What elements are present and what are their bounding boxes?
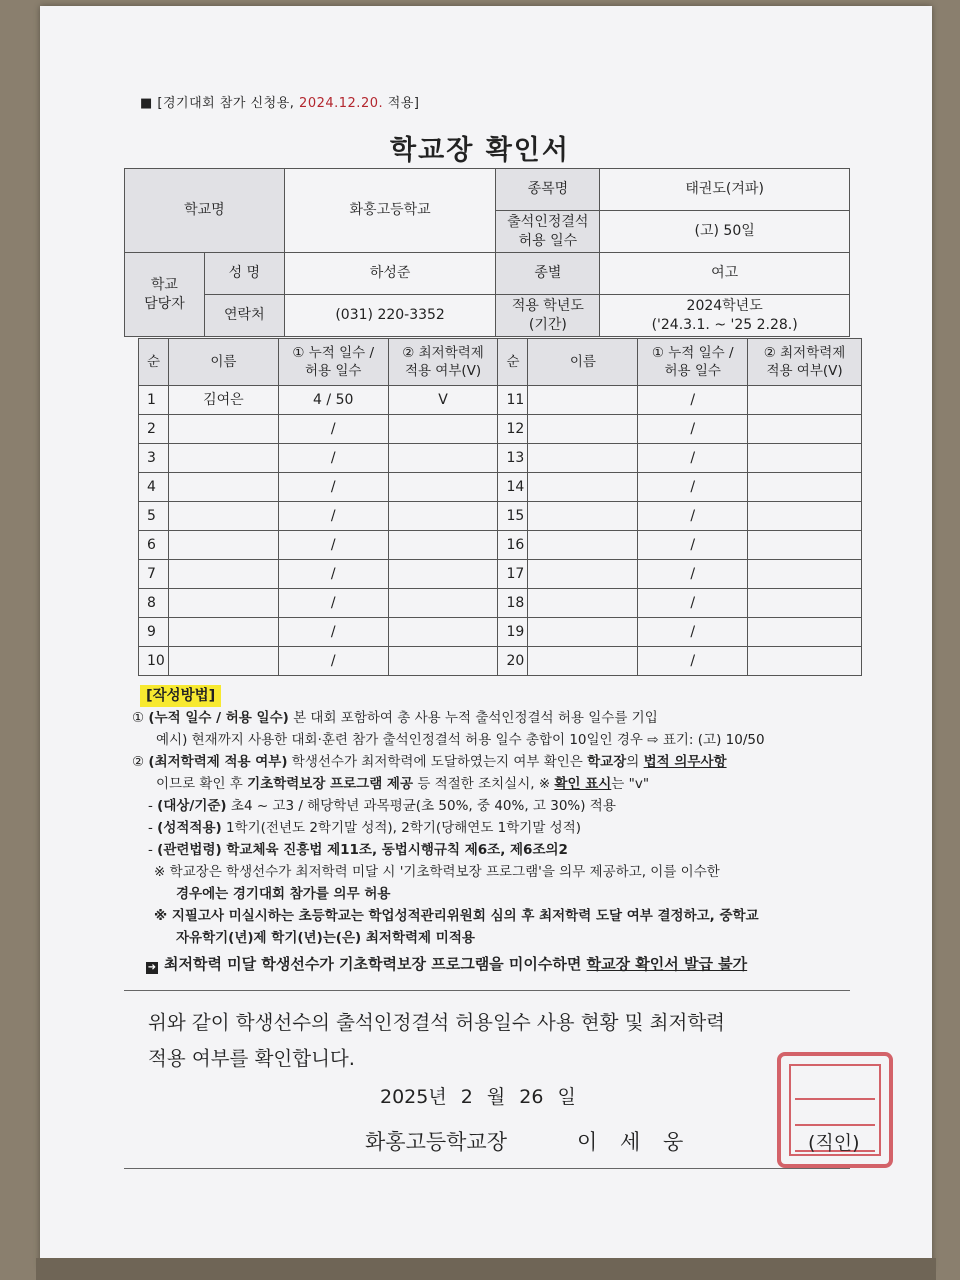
table-row [139, 560, 862, 589]
signature-line [365, 1126, 691, 1156]
days-used: / [278, 531, 388, 560]
minimum-check [388, 473, 498, 502]
row-number: 3 [139, 444, 169, 473]
header-name: 이름 [168, 339, 278, 386]
student-name [168, 415, 278, 444]
days-used: / [638, 560, 748, 589]
days-used: / [638, 618, 748, 647]
days-used: / [278, 618, 388, 647]
contact-group-label: 학교 담당자 [125, 253, 205, 337]
instruction-grade: - (성적적용) 1학기(전년도 2학기말 성적), 2학기(당해연도 1학기말 성적) [148, 820, 582, 836]
roster-header-row [139, 339, 862, 386]
section-divider [124, 990, 850, 991]
row-number: 15 [498, 502, 528, 531]
days-label: 출석인정결석 허용 일수 [496, 211, 600, 253]
minimum-check [388, 589, 498, 618]
instruction-note-1: ※ 학교장은 학생선수가 최저학력 미달 시 '기초학력보장 프로그램'을 의무 제공하고, 이를 이수한 [154, 864, 720, 880]
minimum-check [748, 386, 862, 415]
student-name [528, 589, 638, 618]
row-number: 1 [139, 386, 169, 415]
days-used: / [638, 386, 748, 415]
days-used: / [278, 415, 388, 444]
principal-name: 이 세 웅 [577, 1130, 692, 1154]
instruction-target: - (대상/기준) 초4 ~ 고3 / 해당학년 과목평균(초 50%, 중 40%, 고 30%) 적용 [148, 798, 616, 814]
row-number: 14 [498, 473, 528, 502]
days-used: / [638, 589, 748, 618]
instruction-note-2: ※ 지필고사 미실시하는 초등학교는 학업성적관리위원회 심의 후 최저학력 도달 여부 결정하고, 중학교 [154, 908, 759, 924]
row-number: 20 [498, 647, 528, 676]
days-used: / [638, 531, 748, 560]
document-title: 학교장 확인서 [390, 135, 570, 166]
school-label: 학교명 [125, 169, 285, 253]
instructions-section [132, 685, 882, 975]
table-row [139, 589, 862, 618]
minimum-check [748, 531, 862, 560]
header-name: 이름 [528, 339, 638, 386]
category-label: 종별 [496, 253, 600, 295]
row-number: 10 [139, 647, 169, 676]
student-name [528, 531, 638, 560]
row-number: 18 [498, 589, 528, 618]
header-days: ① 누적 일수 / 허용 일수 [638, 339, 748, 386]
row-number: 4 [139, 473, 169, 502]
arrow-box-icon: ➜ [147, 962, 157, 973]
minimum-check [388, 618, 498, 647]
sport-label: 종목명 [496, 169, 600, 211]
student-name [168, 502, 278, 531]
instructions-title: [작성방법] [140, 685, 221, 707]
table-row [139, 444, 862, 473]
row-number: 16 [498, 531, 528, 560]
student-name [168, 589, 278, 618]
header-days: ① 누적 일수 / 허용 일수 [278, 339, 388, 386]
table-surface [36, 1258, 936, 1280]
minimum-check [388, 560, 498, 589]
header-note-date: 2024.12.20. [299, 96, 384, 111]
confirmation-statement [148, 1005, 868, 1077]
minimum-check [388, 444, 498, 473]
days-used: / [638, 502, 748, 531]
minimum-check [748, 415, 862, 444]
student-name: 김여은 [168, 386, 278, 415]
instruction-item-2: ② (최저학력제 적용 여부) 학생선수가 최저학력에 도달하였는지 여부 확인은 학교장의 법적 의무사항 [132, 754, 727, 770]
header-no: 순 [498, 339, 528, 386]
minimum-check [748, 473, 862, 502]
student-name [168, 444, 278, 473]
minimum-check [388, 647, 498, 676]
minimum-check [388, 415, 498, 444]
phone-value: (031) 220-3352 [284, 295, 496, 337]
minimum-check [748, 444, 862, 473]
row-number: 12 [498, 415, 528, 444]
header-note-suffix: 적용] [383, 96, 420, 111]
row-number: 5 [139, 502, 169, 531]
info-table [124, 168, 850, 337]
name-value: 하성준 [284, 253, 496, 295]
student-name [168, 618, 278, 647]
school-value: 화홍고등학교 [284, 169, 496, 253]
category-value: 여고 [600, 253, 850, 295]
year-value: 2024학년도 ('24.3.1. ~ '25 2.28.) [600, 295, 850, 337]
instruction-note-1-cont: 경우에는 경기대회 참가를 의무 허용 [176, 886, 391, 902]
days-used: / [278, 473, 388, 502]
student-name [168, 647, 278, 676]
row-number: 8 [139, 589, 169, 618]
table-row [139, 618, 862, 647]
header-no: 순 [139, 339, 169, 386]
student-name [528, 618, 638, 647]
student-name [528, 444, 638, 473]
sign-date: 2025년 2 월 26 일 [380, 1086, 576, 1108]
row-number: 19 [498, 618, 528, 647]
student-name [528, 502, 638, 531]
days-used: / [278, 502, 388, 531]
student-name [528, 415, 638, 444]
days-used: / [638, 444, 748, 473]
warning-line: ➜ 최저학력 미달 학생선수가 기초학력보장 프로그램을 미이수하면 학교장 확인서 발급 불가 [147, 955, 748, 973]
header-note-prefix: ■ [경기대회 참가 신청용, [140, 96, 300, 111]
minimum-check [388, 502, 498, 531]
student-name [168, 531, 278, 560]
instruction-item-1: ① (누적 일수 / 허용 일수) 본 대회 포함하여 총 사용 누적 출석인정결석 허용 일수를 기입 [132, 710, 658, 726]
statement-line-2: 적용 여부를 확인합니다. [148, 1047, 355, 1070]
year-label: 적용 학년도 (기간) [496, 295, 600, 337]
days-used: / [278, 560, 388, 589]
instruction-law: - (관련법령) 학교체육 진흥법 제11조, 동법시행규칙 제6조, 제6조의2 [148, 842, 568, 858]
instruction-example: 예시) 현재까지 사용한 대회·훈련 참가 출석인정결석 허용 일수 총합이 10일인 경우 ⇨ 표기: (고) 10/50 [156, 732, 765, 748]
minimum-check [748, 589, 862, 618]
table-row [139, 531, 862, 560]
days-used: / [638, 473, 748, 502]
student-name [528, 560, 638, 589]
row-number: 2 [139, 415, 169, 444]
seal-label: (직인) [808, 1132, 860, 1154]
instruction-note-2-cont: 자유학기(년)제 학기(년)는(은) 최저학력제 미적용 [176, 930, 475, 946]
table-row [139, 386, 862, 415]
days-value: (고) 50일 [600, 211, 850, 253]
minimum-check: V [388, 386, 498, 415]
student-name [528, 386, 638, 415]
row-number: 9 [139, 618, 169, 647]
student-name [528, 473, 638, 502]
minimum-check [748, 502, 862, 531]
days-used: / [278, 589, 388, 618]
header-minimum: ② 최저학력제 적용 여부(V) [388, 339, 498, 386]
row-number: 17 [498, 560, 528, 589]
instruction-item-2-cont: 이므로 확인 후 기초학력보장 프로그램 제공 등 적절한 조치실시, ※ 확인 표시는 "v" [156, 776, 650, 792]
table-row [139, 415, 862, 444]
minimum-check [748, 647, 862, 676]
student-name [528, 647, 638, 676]
table-row [139, 473, 862, 502]
sport-value: 태권도(겨파) [600, 169, 850, 211]
roster-table [138, 338, 862, 676]
header-minimum: ② 최저학력제 적용 여부(V) [748, 339, 862, 386]
student-name [168, 473, 278, 502]
school-principal-title: 화홍고등학교장 [365, 1130, 508, 1154]
minimum-check [388, 531, 498, 560]
row-number: 6 [139, 531, 169, 560]
table-row [139, 647, 862, 676]
row-number: 11 [498, 386, 528, 415]
days-used: / [638, 415, 748, 444]
name-label: 성 명 [204, 253, 284, 295]
days-used: / [278, 444, 388, 473]
header-note [140, 92, 419, 111]
table-row [139, 502, 862, 531]
row-number: 7 [139, 560, 169, 589]
footer-divider [124, 1168, 850, 1169]
minimum-check [748, 618, 862, 647]
row-number: 13 [498, 444, 528, 473]
statement-line-1: 위와 같이 학생선수의 출석인정결석 허용일수 사용 현황 및 최저학력 [148, 1011, 726, 1034]
days-used: / [638, 647, 748, 676]
student-name [168, 560, 278, 589]
phone-label: 연락처 [204, 295, 284, 337]
minimum-check [748, 560, 862, 589]
days-used: 4 / 50 [278, 386, 388, 415]
days-used: / [278, 647, 388, 676]
